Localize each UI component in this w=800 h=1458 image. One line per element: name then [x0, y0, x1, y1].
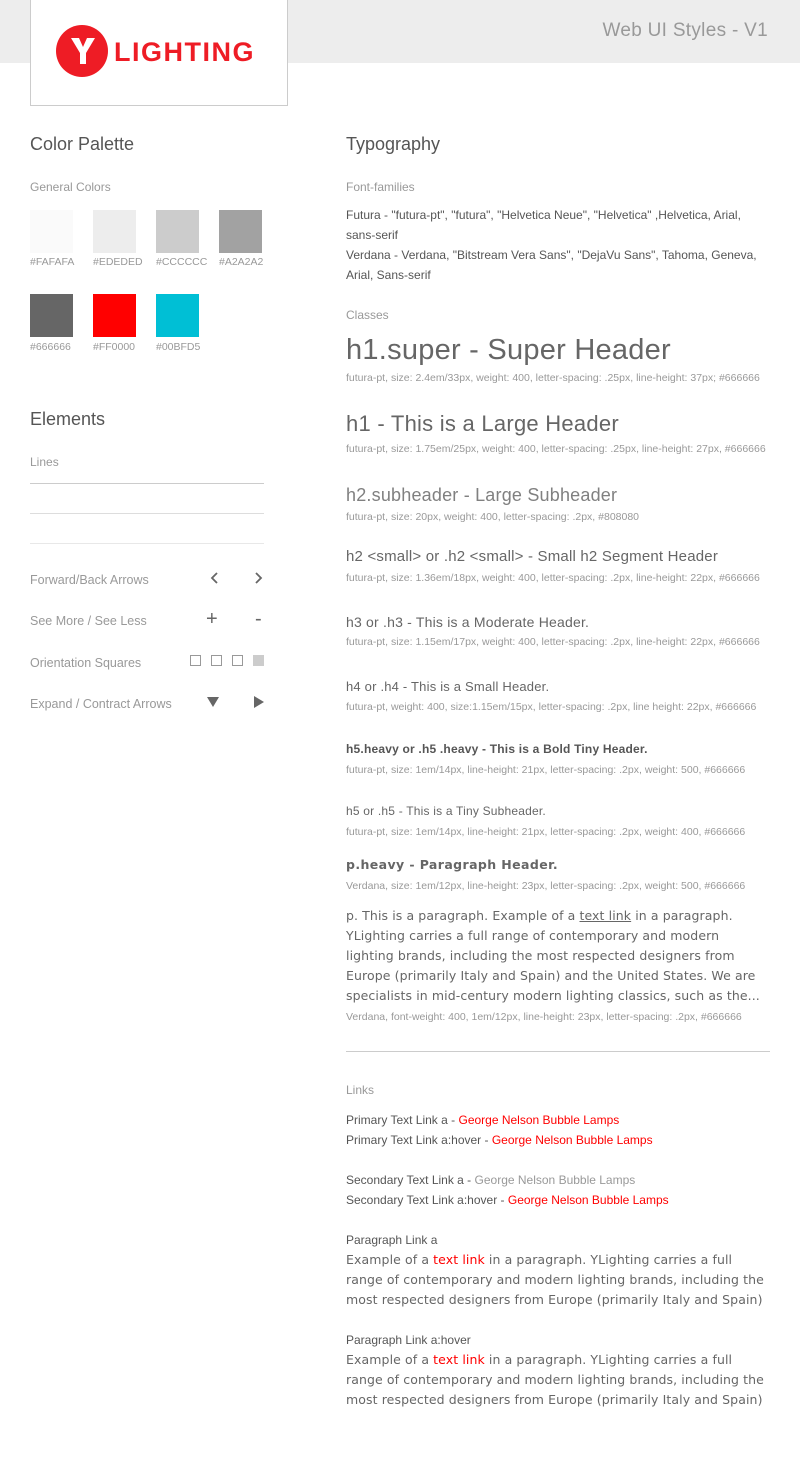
paragraph-text: in a paragraph. YLighting carries a full range of contemporary and modern lighting brands, including the most respected designers from Europe (primarily Italy and Spain) — [346, 1252, 764, 1307]
paragraph-text: Example of a — [346, 1352, 434, 1367]
primary-hover-link-row — [346, 1133, 653, 1147]
logo-wordmark: LIGHTING — [114, 37, 255, 67]
primary-link-label: Primary Text Link a - — [346, 1113, 459, 1127]
typography-title: Typography — [346, 134, 441, 154]
general-colors-label: General Colors — [30, 180, 111, 194]
orientation-square-icon[interactable] — [190, 655, 201, 666]
orientation-label: Orientation Squares — [30, 656, 142, 670]
paragraph-link-sample — [346, 1250, 770, 1310]
h4-spec: futura-pt, weight: 400, size:1.15em/15px, letter-spacing: .2px, line height: 22px, #666666 — [346, 701, 757, 713]
elements-title: Elements — [30, 409, 106, 429]
futura-font-family: Futura - "futura-pt", "futura", "Helvetica Neue", "Helvetica" ,Helvetica, Arial, sans-serif — [346, 208, 741, 242]
paragraph-text: in a paragraph. YLighting carries a full range of contemporary and modern lighting brands, including the most respected designers from Europe (primarily Italy and Spain) and the United States. We are specialists in mid-century modern lighting classics, such as the... — [346, 908, 760, 1003]
h5-heavy-sample: h5.heavy or .h5 .heavy - This is a Bold Tiny Header. — [346, 742, 648, 756]
h5-spec: futura-pt, size: 1em/14px, line-height: 21px, letter-spacing: .2px, weight: 400, #666666 — [346, 826, 746, 838]
h2-subheader-spec: futura-pt, size: 20px, weight: 400, letter-spacing: .2px, #808080 — [346, 511, 640, 523]
primary-link[interactable]: George Nelson Bubble Lamps — [458, 1113, 620, 1127]
h2-small-spec: futura-pt, size: 1.36em/18px, weight: 400, letter-spacing: .2px, line-height: 22px, #666666 — [346, 572, 760, 584]
divider-line — [30, 513, 264, 514]
p-heavy-spec: Verdana, size: 1em/12px, line-height: 23px, letter-spacing: .2px, weight: 500, #666666 — [346, 880, 746, 892]
orientation-square-icon[interactable] — [211, 655, 222, 666]
secondary-link[interactable]: George Nelson Bubble Lamps — [474, 1173, 636, 1187]
plus-icon[interactable]: + — [206, 608, 218, 630]
h5-heavy-spec: futura-pt, size: 1em/14px, line-height: 21px, letter-spacing: .2px, weight: 500, #666666 — [346, 764, 746, 776]
swatch-cccccc — [156, 210, 199, 253]
arrows-label: Forward/Back Arrows — [30, 573, 149, 587]
orientation-square-active-icon[interactable] — [253, 655, 264, 666]
swatch-label: #A2A2A2 — [219, 256, 264, 268]
divider-line — [30, 543, 264, 544]
classes-label: Classes — [346, 308, 389, 322]
swatch-fafafa — [30, 210, 73, 253]
divider-line — [30, 483, 264, 484]
swatch-label: #666666 — [30, 341, 71, 353]
p-heavy-sample: p.heavy - Paragraph Header. — [346, 857, 559, 872]
minus-icon[interactable]: - — [255, 608, 262, 630]
paragraph-hover-link-sample — [346, 1350, 770, 1410]
paragraph-hover-link[interactable]: text link — [433, 1352, 485, 1367]
orientation-square-icon[interactable] — [232, 655, 243, 666]
h5-sample: h5 or .h5 - This is a Tiny Subheader. — [346, 804, 546, 818]
color-palette-title: Color Palette — [30, 134, 135, 154]
verdana-font-family: Verdana - Verdana, "Bitstream Vera Sans", "DejaVu Sans", Tahoma, Geneva, Arial, Sans-serif — [346, 248, 757, 282]
paragraph-spec: Verdana, font-weight: 400, 1em/12px, line-height: 23px, letter-spacing: .2px, #666666 — [346, 1011, 742, 1023]
paragraph-hover-link-label: Paragraph Link a:hover — [346, 1333, 471, 1347]
swatch-666666 — [30, 294, 73, 337]
section-divider — [346, 1051, 770, 1052]
logo-y-icon — [69, 36, 97, 66]
h2-subheader-sample: h2.subheader - Large Subheader — [346, 485, 618, 505]
secondary-link-label: Secondary Text Link a - — [346, 1173, 475, 1187]
back-arrow-icon[interactable] — [209, 571, 219, 585]
swatch-ededed — [93, 210, 136, 253]
secondary-hover-link-row — [346, 1193, 669, 1207]
paragraph-text: Example of a — [346, 1252, 434, 1267]
paragraph-text-link[interactable]: text link — [579, 908, 632, 923]
h1-spec: futura-pt, size: 1.75em/25px, weight: 400, letter-spacing: .25px, line-height: 27px, #666666 — [346, 443, 766, 455]
document-title: Web UI Styles - V1 — [602, 20, 768, 41]
logo[interactable] — [30, 0, 288, 106]
paragraph-link[interactable]: text link — [433, 1252, 485, 1267]
secondary-link-row — [346, 1173, 635, 1187]
secondary-hover-link[interactable]: George Nelson Bubble Lamps — [507, 1193, 669, 1207]
expand-arrow-icon[interactable] — [207, 697, 219, 707]
primary-hover-link[interactable]: George Nelson Bubble Lamps — [491, 1133, 653, 1147]
h3-spec: futura-pt, size: 1.15em/17px, weight: 400, letter-spacing: .2px, line-height: 22px, #666666 — [346, 636, 760, 648]
forward-arrow-icon[interactable] — [254, 571, 264, 585]
paragraph-link-label: Paragraph Link a — [346, 1233, 438, 1247]
h2-small-sample: h2 <small> or .h2 <small> - Small h2 Segment Header — [346, 548, 719, 565]
swatch-label: #FF0000 — [93, 341, 136, 353]
swatch-00bfd5 — [156, 294, 199, 337]
swatch-label: #FAFAFA — [30, 256, 75, 268]
links-label: Links — [346, 1083, 375, 1097]
swatch-label: #00BFD5 — [156, 341, 201, 353]
swatch-a2a2a2 — [219, 210, 262, 253]
h3-sample: h3 or .h3 - This is a Moderate Header. — [346, 614, 590, 630]
expand-label: Expand / Contract Arrows — [30, 697, 172, 711]
paragraph-text: p. This is a paragraph. Example of a — [346, 908, 580, 923]
h1-sample: h1 - This is a Large Header — [346, 411, 619, 436]
lines-label: Lines — [30, 455, 59, 469]
font-families-label: Font-families — [346, 180, 415, 194]
primary-hover-link-label: Primary Text Link a:hover - — [346, 1133, 492, 1147]
h1-super-sample: h1.super - Super Header — [346, 334, 671, 366]
paragraph-sample — [346, 906, 770, 1006]
swatch-ff0000 — [93, 294, 136, 337]
swatch-label: #EDEDED — [93, 256, 143, 268]
h4-sample: h4 or .h4 - This is a Small Header. — [346, 679, 550, 694]
h1-super-spec: futura-pt, size: 2.4em/33px, weight: 400, letter-spacing: .25px, line-height: 37px; #666666 — [346, 372, 760, 384]
swatch-label: #CCCCCC — [156, 256, 208, 268]
see-more-label: See More / See Less — [30, 614, 147, 628]
contract-arrow-icon[interactable] — [254, 696, 264, 708]
paragraph-text: in a paragraph. YLighting carries a full range of contemporary and modern lighting brands, including the most respected designers from Europe (primarily Italy and Spain) — [346, 1352, 764, 1407]
primary-link-row — [346, 1113, 619, 1127]
secondary-hover-link-label: Secondary Text Link a:hover - — [346, 1193, 508, 1207]
